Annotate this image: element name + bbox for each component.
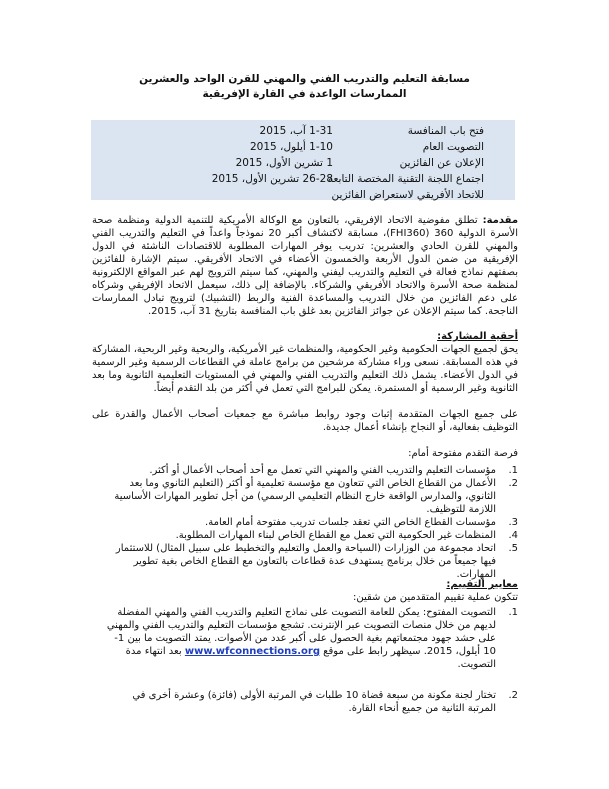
intro-section	[92, 214, 518, 318]
applicant-list	[102, 464, 518, 581]
list-number: 4.	[508, 530, 518, 541]
document-title	[0, 72, 609, 102]
criteria-heading: معايير التقييم:	[446, 579, 518, 590]
intro-text: تطلق مفوضية الاتحاد الإفريقي، بالتعاون مع الوكالة الأمريكية للتنمية الدولية ومنظمة صحة الأسرة الدولية 360 (FHI360)، مسابقة لاكتشاف أكبر 20 نموذجاً واعداً في التعليم والتدريب الفني والمهني للقرن الحادي والعشرين: تدريب يوفر المهارات المطلوبة للاقتصادات الناشئة في الدول الإفريقية من ضمن الدول الأربعة والخمسون الأعضاء في الاتحاد الأفريقي. سيتم الإشارة للفائزين بصفتهم نماذج فعالة في التعليم والتدريب ليفني والمهني، كما سيتم الترويج لهم عبر المواقع الإلكترونية لمنظمة صحة الأسرة والاتحاد الأفريقي والشركاء. بالإضافة إلى ذلك، سيعمل الاتحاد الإفريقي وشركاه على دعم الفائزين من خلال التدريب والمساعدة الفنية والربط (التشبيك) لترويج تبادل الممارسات الناجحة. كما سيتم الإعلان عن جوائز الفائزين بعد غلق باب المنافسة بتاريخ 31 آب، 2015.	[92, 215, 518, 317]
eligibility-heading: أحقية المشاركة:	[437, 331, 518, 342]
list-item	[102, 477, 518, 516]
list-text: مؤسسات القطاع الخاص التي تعقد جلسات تدريب مفتوحة أمام العامة.	[205, 517, 496, 528]
list-item	[102, 689, 518, 715]
schedule-row	[91, 187, 515, 203]
criteria-item-2-text: تختار لجنة مكونة من سبعة قضاة 10 طلبات في المرتبة الأولى (فائزة) وعشرة أخرى في المرتبة الثانية من جميع أنحاء القارة.	[132, 690, 496, 714]
list-number: 3.	[508, 517, 518, 528]
list-item	[102, 464, 518, 477]
title-line-1: مسابقة التعليم والتدريب الفني والمهني للقرن الواحد والعشرين	[139, 73, 470, 85]
list-text: اتحاد مجموعة من الوزارات (السياحة والعمل والتعليم والتخطيط على سبيل المثال) للاستثمار فيها جميعاً من خلال برنامج يستهدف عدة قطاعات بالتعاون مع القطاع الخاص بغية تطوير المهارات.	[115, 543, 496, 580]
schedule-table	[91, 120, 515, 200]
criteria-section	[92, 578, 518, 604]
criteria-list	[102, 606, 518, 715]
schedule-label: اجتماع اللجنة التقنية المختصة التابعة	[327, 173, 484, 185]
list-text: مؤسسات التعليم والتدريب الفني والمهني التي تعمل مع أحد أصحاب الأعمال أو أكثر.	[149, 465, 496, 476]
list-number: 2.	[508, 690, 518, 701]
list-text: المنظمات غير الحكومية التي تعمل مع القطاع الخاص لبناء المهارات المطلوبة.	[175, 530, 496, 541]
schedule-label: التصويت العام	[422, 141, 484, 153]
intro-label: مقدمة:	[482, 215, 519, 226]
wfconnections-link[interactable]: www.wfconnections.org	[184, 646, 320, 657]
schedule-label: الإعلان عن الفائزين	[399, 157, 484, 169]
list-number: 5.	[508, 543, 518, 554]
schedule-row	[91, 155, 515, 171]
schedule-date: 1-10 أيلول، 2015	[249, 141, 333, 153]
eligibility-section	[92, 330, 518, 460]
list-item	[102, 529, 518, 542]
title-line-2: الممارسات الواعدة في القارة الإفريقية	[202, 88, 407, 100]
schedule-label: للاتحاد الأفريقي لاستعراض الفائزين	[331, 189, 484, 201]
schedule-row	[91, 123, 515, 139]
list-item	[102, 606, 518, 671]
criteria-item-1-text: التصويت المفتوح: يمكن للعامة التصويت على نماذج التعليم والتدريب الفني والمهني المفضلة لديهم من خلال منصات التصويت عبر الإنترنت. تشجع مؤسسات التعليم والتدريب الفني والمهني على حشد جهود مجتمعاتهم بغية الحصول على أكبر عدد من الأصوات. يمتد التصويت ما بين 1-10 أيلول، 2015. سيظهر رابط على موقع	[106, 607, 496, 657]
list-number: 1.	[508, 607, 518, 618]
list-item	[102, 542, 518, 581]
criteria-intro: تتكون عملية تقييم المتقدمين من شقين:	[352, 592, 518, 603]
eligibility-paragraph-1: يحق لجميع الجهات الحكومية وغير الحكومية، والمنظمات غير الأمريكية، والربحية وغير الربحية، المشاركة في هذه المسابقة. نسعى وراء مشاركة مرشحين من برامج عاملة في القطاعات الرسمية وغير الرسمية في الدول الأعضاء. يشمل ذلك التعليم والتدريب الفني والمهني في المستويات التعليمية الثانوية وما بعد الثانوية وغير الرسمية أو المستمرة. يمكن للبرامج التي تعمل في أكثر من بلد التقدم أيضاً.	[92, 344, 518, 394]
open-to-label: فرصة التقدم مفتوحة أمام:	[408, 448, 518, 459]
schedule-date: 1-31 آب، 2015	[259, 125, 333, 137]
list-text: الأعمال من القطاع الخاص التي تتعاون مع مؤسسة تعليمية أو أكثر (التعليم الثانوي وما بعد الثانوي، والمدارس الواقعة خارج النظام التعليمي الرسمي) من أجل تطوير المهارات الأساسية اللازمة للتوظيف.	[114, 478, 496, 515]
schedule-date: 1 تشرين الأول، 2015	[235, 157, 333, 169]
schedule-row	[91, 171, 515, 187]
schedule-row	[91, 139, 515, 155]
criteria-item-1-tail: بعد انتهاء مدة التصويت.	[125, 646, 496, 670]
eligibility-paragraph-2: على جميع الجهات المتقدمة إثبات وجود روابط مباشرة مع جمعيات أصحاب الأعمال والقدرة على التوظيف بفعالية، أو النجاح بإنشاء أعمال جديدة.	[92, 409, 518, 433]
list-item	[102, 516, 518, 529]
schedule-label: فتح باب المنافسة	[407, 125, 484, 137]
list-number: 2.	[508, 478, 518, 489]
list-number: 1.	[508, 465, 518, 476]
schedule-date: 26-28 تشرين الأول، 2015	[211, 173, 333, 185]
